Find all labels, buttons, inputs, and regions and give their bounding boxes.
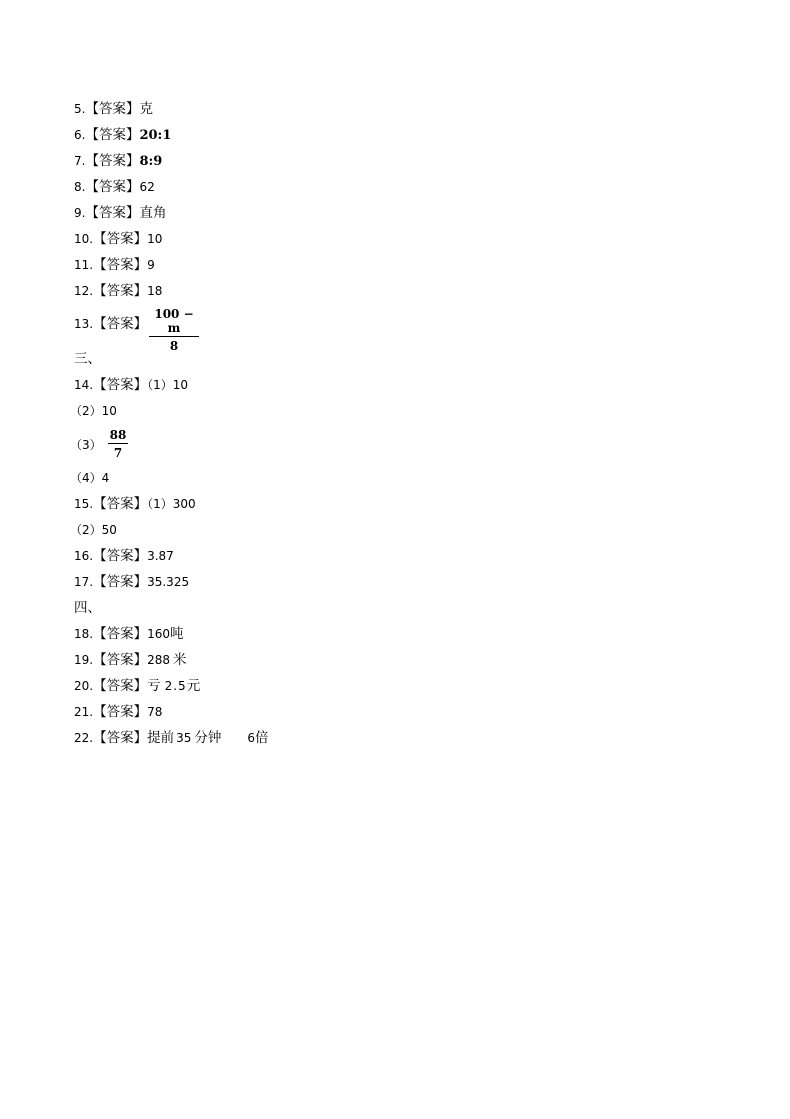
section-heading-3 xyxy=(74,350,101,368)
fraction-denominator: 7 xyxy=(113,446,123,460)
answer-tag: 【答案】 xyxy=(93,316,148,332)
answer-line-11 xyxy=(74,256,155,274)
answer-line-22 xyxy=(74,729,269,747)
answer-number: 160 xyxy=(147,627,170,641)
answer-value: 62 xyxy=(139,180,155,194)
answer-value: 18 xyxy=(147,284,163,298)
answer-line-12 xyxy=(74,282,162,300)
fraction-numerator: 88 xyxy=(109,428,127,442)
part-label: （1） xyxy=(147,497,173,511)
answer-tag: 【答案】 xyxy=(85,101,140,117)
answer-tag: 【答案】 xyxy=(93,574,148,590)
answer-line-14-4 xyxy=(70,469,109,487)
question-number: 11. xyxy=(74,258,94,272)
answer-tag: 【答案】 xyxy=(93,283,148,299)
question-number: 5. xyxy=(74,102,86,116)
answer-value: 8:9 xyxy=(139,154,163,169)
answer-line-16 xyxy=(74,547,174,565)
answer-tag: 【答案】 xyxy=(93,257,148,273)
answer-value: 10 xyxy=(101,404,117,418)
answer-line-14 xyxy=(74,376,188,394)
answer-line-13 xyxy=(74,315,147,333)
part-label: （3） xyxy=(70,438,102,452)
answer-unit: 元 xyxy=(186,678,201,694)
answer-tag: 【答案】 xyxy=(93,548,148,564)
answer-tag: 【答案】 xyxy=(85,179,140,195)
section-heading-4 xyxy=(74,599,101,617)
answer-unit: 米 xyxy=(173,652,187,668)
fraction-denominator: 8 xyxy=(169,339,179,353)
question-number: 22. xyxy=(74,731,94,745)
answer-line-20 xyxy=(74,677,200,695)
answer-line-7 xyxy=(74,152,162,170)
part-label: （2） xyxy=(70,523,102,537)
answer-fraction xyxy=(108,428,128,460)
fraction-bar xyxy=(149,336,199,337)
answer-value: 300 xyxy=(172,497,196,511)
answer-value: 10 xyxy=(172,378,189,392)
answer-number: 2.5 xyxy=(164,679,187,693)
answer-value: 9 xyxy=(147,258,155,272)
fraction-bar xyxy=(108,443,128,444)
question-number: 13. xyxy=(74,317,94,331)
answer-tag: 【答案】 xyxy=(85,205,140,221)
answer-line-17 xyxy=(74,573,189,591)
answer-value: 78 xyxy=(147,705,163,719)
answer-line-18 xyxy=(74,625,184,643)
answer-prefix: 提前 xyxy=(147,730,175,746)
question-number: 14. xyxy=(74,378,94,392)
answer-line-19 xyxy=(74,651,187,669)
answer-value: 克 xyxy=(139,101,153,117)
answer-value: 20:1 xyxy=(139,128,172,143)
answer-line-6 xyxy=(74,126,171,144)
answer-line-8 xyxy=(74,178,155,196)
answer-tag: 【答案】 xyxy=(93,496,148,512)
question-number: 19. xyxy=(74,653,94,667)
answer-number: 35 xyxy=(176,731,192,745)
answer-tag: 【答案】 xyxy=(93,678,148,694)
question-number: 16. xyxy=(74,549,94,563)
answer-tag: 【答案】 xyxy=(93,730,148,746)
answer-tag: 【答案】 xyxy=(93,704,148,720)
answer-line-21 xyxy=(74,703,162,721)
answer-unit: 分钟 xyxy=(194,730,222,746)
part-label: （2） xyxy=(70,404,102,418)
answer-line-15 xyxy=(74,495,196,513)
question-number: 18. xyxy=(74,627,94,641)
question-number: 20. xyxy=(74,679,94,693)
answer-value: 50 xyxy=(101,523,117,537)
question-number: 6. xyxy=(74,128,86,142)
answer-fraction xyxy=(149,307,199,353)
answer-prefix: 亏 xyxy=(147,678,161,694)
question-number: 15. xyxy=(74,497,94,511)
question-number: 9. xyxy=(74,206,86,220)
question-number: 12. xyxy=(74,284,94,298)
part-label: （1） xyxy=(147,378,173,392)
answer-tag: 【答案】 xyxy=(93,626,148,642)
answer-number: 6 xyxy=(247,731,256,745)
answer-line-9 xyxy=(74,204,166,222)
question-number: 17. xyxy=(74,575,94,589)
fraction-numerator: 100 − m xyxy=(154,307,194,335)
answer-tag: 【答案】 xyxy=(85,127,140,143)
answer-line-14-3 xyxy=(70,436,102,454)
question-number: 21. xyxy=(74,705,94,719)
answer-line-15-2 xyxy=(70,521,117,539)
answer-unit: 吨 xyxy=(170,626,184,642)
question-number: 10. xyxy=(74,232,94,246)
answer-value: 4 xyxy=(101,471,110,485)
answer-tag: 【答案】 xyxy=(93,377,148,393)
answer-value: 直角 xyxy=(139,205,167,221)
answer-tag: 【答案】 xyxy=(85,153,140,169)
answer-value: 35.325 xyxy=(147,575,190,589)
question-number: 8. xyxy=(74,180,86,194)
question-number: 7. xyxy=(74,154,86,168)
section-label: 三、 xyxy=(74,351,101,367)
answer-value: 3.87 xyxy=(147,549,174,563)
section-label: 四、 xyxy=(74,600,101,616)
answer-line-5 xyxy=(74,100,153,118)
answer-number: 288 xyxy=(147,653,170,667)
answer-line-10 xyxy=(74,230,162,248)
answer-unit: 倍 xyxy=(255,730,269,746)
answer-line-14-2 xyxy=(70,402,117,420)
part-label: （4） xyxy=(70,471,102,485)
answer-tag: 【答案】 xyxy=(93,231,148,247)
answer-tag: 【答案】 xyxy=(93,652,148,668)
answer-value: 10 xyxy=(147,232,163,246)
